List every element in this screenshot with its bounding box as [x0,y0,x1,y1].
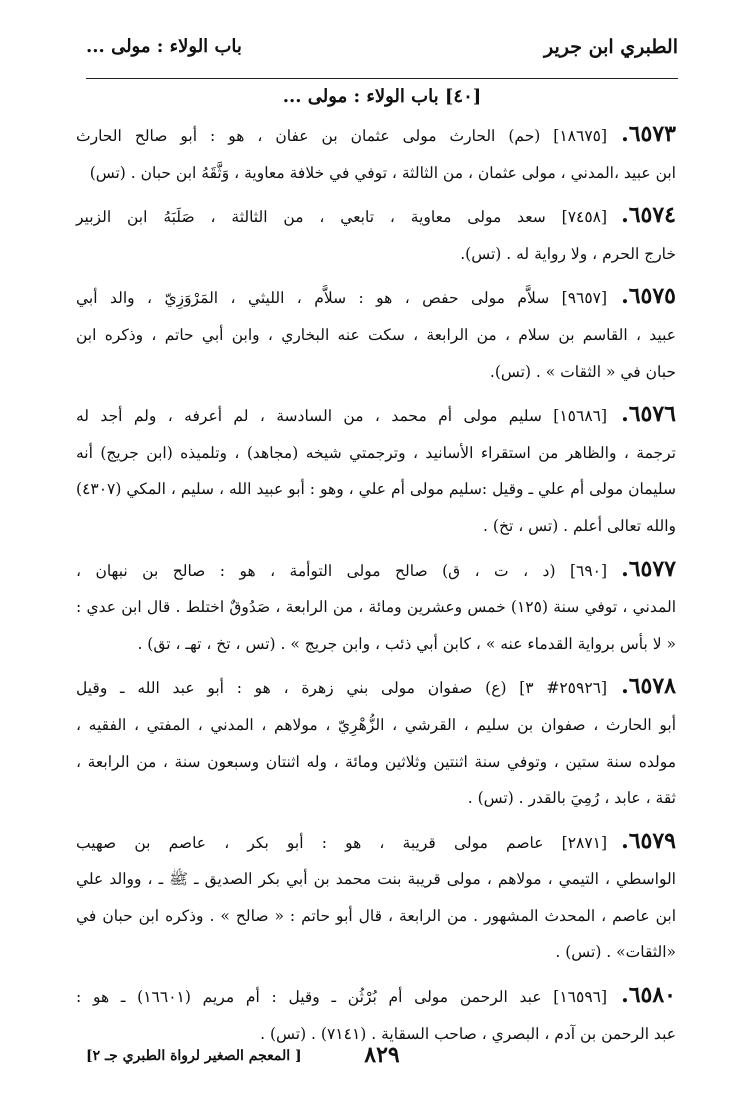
entry-line: ثقة ، عابد ، رُمِيَ بالقدر . (تس) . [467,789,676,808]
running-header [86,36,678,74]
entry-6575 [76,278,676,390]
entry-number: ٦٥٧٥. [621,283,676,310]
entries-list [76,116,676,1058]
entry-number: ٦٥٧٦. [621,401,676,428]
entry-line: [١٨٦٧٥] (حم) الحارث مولى عثمان بن عفان ، هو : أبو صالح الحارث [76,127,608,145]
header-chapter-title: باب الولاء : مولى ... [86,36,242,57]
footer-book-reference: [ المعجم الصغير لرواة الطبري جـ ٢] [86,1048,302,1064]
entry-line: « لا بأس برواية القدماء عنه » ، كابن أبي ذئب ، وابن جريج » . (تس ، تخ ، تهـ ، تق) . [137,634,676,653]
entry-6579 [76,823,676,971]
entry-line: أبو الحارث ، صفوان بن سليم ، القرشي ، الزُّهْرِيّ ، مولاهم ، المدني ، المفتي ، الفقيه ، [76,715,676,734]
entry-number: ٦٥٧٨. [621,673,676,700]
entry-number: ٦٥٧٤. [621,202,676,229]
entry-line: ابن عاصم ، المحدث المشهور . من الرابعة ، قال أبو حاتم : « صالح » . وذكره ابن حبان في [76,906,676,925]
entry-number: ٦٥٧٣. [621,121,676,147]
entry-6576 [76,396,676,544]
entry-line: ابن عبيد ،المدني ، مولى عثمان ، من الثالثة ، توفي في خلافة معاوية ، وَثَّقَهُ ابن حبان . (تس) [89,163,676,182]
entry-number: ٦٥٨٠. [621,982,676,1009]
entry-line: [١٥٦٨٦] سليم مولى أم محمد ، من السادسة ، لم أعرفه ، ولم أجد له [76,407,608,426]
entry-line: الواسطي ، التيمي ، مولاهم ، مولى قريبة بنت محمد بن أبي بكر الصديق ـ ﷺ ـ ، ووالد علي [76,870,676,889]
entry-line: المدني ، توفي سنة (١٢٥) خمس وعشرين ومائة ، من الرابعة ، صَدُوقٌ اختلط . قال ابن عدي : [76,598,676,617]
entry-number: ٦٥٧٩. [621,827,676,854]
entry-6578 [76,668,676,816]
entry-line: [٢٨٧١] عاصم مولى قريبة ، هو : أبو بكر ، عاصم بن صهيب [76,833,608,852]
entry-line: [٧٤٥٨] سعد مولى معاوية ، تابعي ، من الثالثة ، صَلَبَهُ ابن الزبير [76,208,608,227]
entry-line: [٦٩٠] (د ، ت ، ق) صالح مولى التوأمة ، هو : صالح بن نبهان ، [76,561,608,580]
entry-line: والله تعالى أعلم . (تس ، تخ) . [483,516,676,535]
entry-line: [٢٥٩٢٦# ٣] (ع) صفوان مولى بني زهرة ، هو : أبو عبد الله ـ وقيل [76,679,608,698]
entry-line: [٩٦٥٧] سلاَّم مولى حفص ، هو : سلاَّم ، الليثي ، المَرْوَزِيّ ، والد أبي [76,289,608,308]
entry-6573 [76,116,676,191]
chapter-heading: [٤٠] باب الولاء : مولى ... [282,86,482,107]
entry-line: عبيد ، القاسم بن سلام ، من الرابعة ، سكت عنه البخاري ، وابن أبي حاتم ، وذكره ابن [76,325,676,344]
entry-line: ترجمة ، والظاهر من استقراء الأسانيد ، وترجمتي شيخه (مجاهد) ، وتلميذه (ابن جريج) أنه [76,443,676,462]
entry-6574 [76,197,676,272]
entry-line: خارج الحرم ، ولا رواية له . (تس). [460,244,676,263]
entry-6577 [76,551,676,663]
entry-line: مولده سنة ستين ، وتوفي سنة اثنتين وثلاثين ومائة ، وله اثنتان وسبعون سنة ، من الرابعة ، [76,752,676,771]
entry-line: سليمان مولى أم علي ـ وقيل :سليم مولى أم علي ، وهو : أبو عبيد الله ، سليم ، المكي (٤٣٠٧) [76,480,676,499]
entry-6580 [76,977,676,1052]
entry-line: عبد الرحمن بن آدم ، البصري ، صاحب السقاية . (٧١٤١) . (تس) . [260,1024,676,1043]
header-book-title: الطبري ابن جرير [543,36,678,58]
entry-number: ٦٥٧٧. [621,555,676,582]
page-number: ٨٢٩ [364,1042,400,1068]
page-footer [86,1042,678,1076]
entry-line: [١٦٥٩٦] عبد الرحمن مولى أم بُرْثُن ـ وقيل : أم مريم (١٦٦٠١) ـ هو : [76,988,608,1007]
entry-line: «الثقات» . (تس) . [555,943,676,962]
entry-line: حبان في « الثقات » . (تس). [489,362,676,381]
header-divider [86,78,678,79]
